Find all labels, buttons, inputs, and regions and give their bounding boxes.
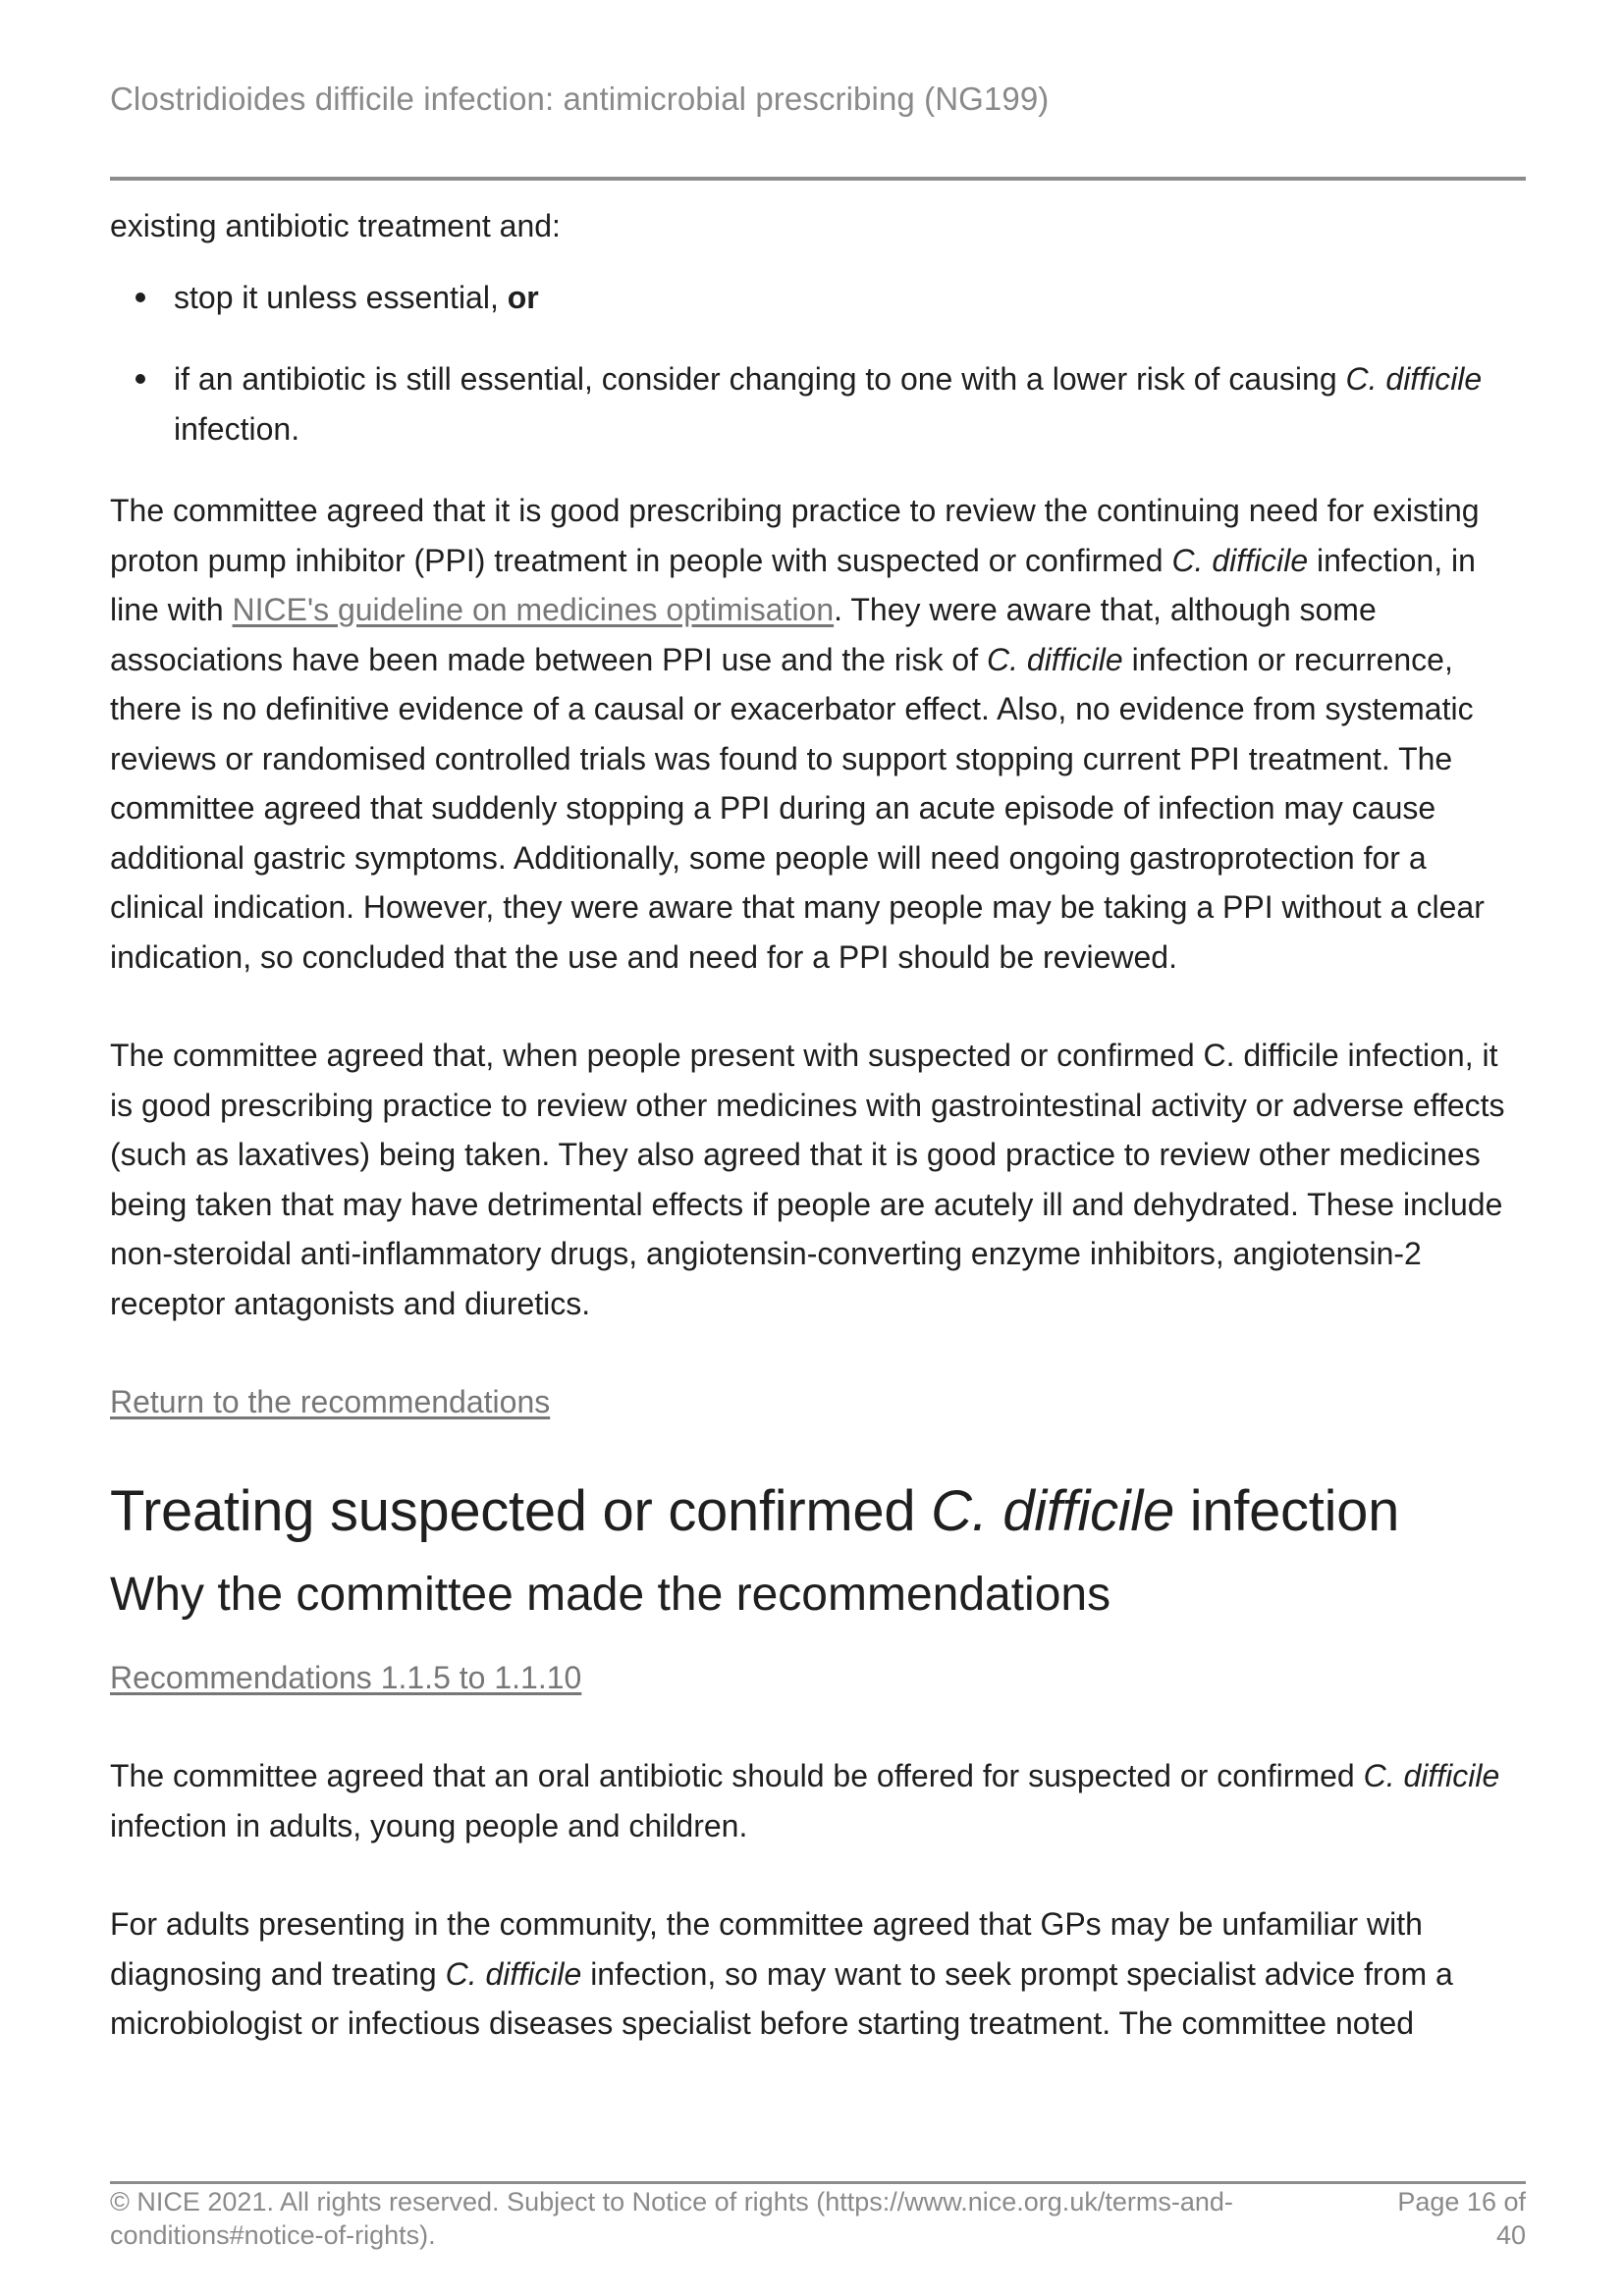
ppi-text-3: . They were aware that, although some associations have been made between PPI use and the risk of <box>110 592 1377 677</box>
oral-text-1: The committee agreed that an oral antibiotic should be offered for suspected or confirmed <box>110 1758 1364 1793</box>
rec-link-wrapper <box>110 1653 1526 1703</box>
bullet-icon <box>135 374 145 384</box>
list-item <box>110 354 1526 454</box>
section-title <box>110 1476 1526 1547</box>
section-title-text-2: infection <box>1173 1478 1400 1543</box>
community-text-2: infection, so may want to seek prompt specialist advice from a microbiologist or infectious diseases specialist before starting treatment. The committee noted <box>110 1955 1453 2041</box>
page-content <box>110 196 1526 2049</box>
bullet-2-end: infection. <box>174 410 300 447</box>
ppi-italic-2: C. difficile <box>987 641 1123 677</box>
recommendations-link[interactable]: Recommendations 1.1.5 to 1.1.10 <box>110 1659 582 1695</box>
oral-text-2: infection in adults, young people and children. <box>110 1807 748 1843</box>
document-header-title: Clostridioides difficile infection: antimicrobial prescribing (NG199) <box>110 80 1050 117</box>
intro-line: existing antibiotic treatment and: <box>110 208 561 243</box>
section-title-text-1: Treating suspected or confirmed <box>110 1478 932 1543</box>
other-medicines-paragraph: The committee agreed that, when people present with suspected or confirmed C. difficile infection, it is good prescribing practice to review other medicines with gastrointestinal activity or adverse effects (such as laxatives) being taken. They also agreed that it is good practice to review other medicines being taken that may have detrimental effects if people are acutely ill and dehydrated. These include non-steroidal anti-inflammatory drugs, angiotensin-converting enzyme inhibitors, angiotensin-2 receptor antagonists and diuretics. <box>110 1038 1505 1321</box>
community-paragraph <box>110 1899 1526 2049</box>
page-number: Page 16 of 40 <box>1397 2187 1526 2250</box>
bullet-icon <box>135 293 145 302</box>
bullet-2-text: if an antibiotic is still essential, consider changing to one with a lower risk of causing <box>174 361 1346 397</box>
medicines-optimisation-link[interactable]: NICE's guideline on medicines optimisation <box>232 592 835 627</box>
ppi-text-1: The committee agreed that it is good prescribing practice to review the continuing need for existing proton pump inhibitor (PPI) treatment in people with suspected or confirmed <box>110 493 1480 578</box>
return-to-recommendations-link[interactable]: Return to the recommendations <box>110 1384 551 1419</box>
community-italic: C. difficile <box>445 1955 582 1992</box>
return-link-wrapper <box>110 1377 1526 1427</box>
ppi-paragraph <box>110 486 1526 982</box>
bullet-1-or: or <box>507 279 539 315</box>
oral-italic: C. difficile <box>1363 1758 1500 1793</box>
ppi-text-4: infection or recurrence, there is no definitive evidence of a causal or exacerbator effect. Also, no evidence from systematic reviews or randomised controlled trials was found to support stopping current PPI treatment. The committee agreed that suddenly stopping a PPI during an acute episode of infection may cause additional gastric symptoms. Additionally, some people will need ongoing gastroprotection for a clinical indication. However, they were aware that many people may be taking a PPI without a clear indication, so concluded that the use and need for a PPI should be reviewed. <box>110 641 1485 975</box>
header-divider <box>110 177 1526 181</box>
section-title-italic: C. difficile <box>931 1478 1174 1543</box>
bullet-2-italic: C. difficile <box>1345 361 1483 397</box>
footer-divider <box>110 2181 1526 2184</box>
bullet-1-text: stop it unless essential, <box>174 279 508 315</box>
bullet-list <box>110 273 1526 454</box>
ppi-text-2: infection, in line with <box>110 542 1476 627</box>
community-text-1: For adults presenting in the community, the committee agreed that GPs may be unfamiliar with diagnosing and treating <box>110 1906 1423 1992</box>
ppi-italic-1: C. difficile <box>1171 542 1309 578</box>
sub-title: Why the committee made the recommendations <box>110 1568 1111 1621</box>
footer-copyright: © NICE 2021. All rights reserved. Subject to Notice of rights (https://www.nice.org.uk/terms-and-conditions#notice-of-rights). <box>110 2187 1233 2250</box>
list-item <box>110 273 1526 323</box>
oral-antibiotic-paragraph <box>110 1751 1526 1850</box>
